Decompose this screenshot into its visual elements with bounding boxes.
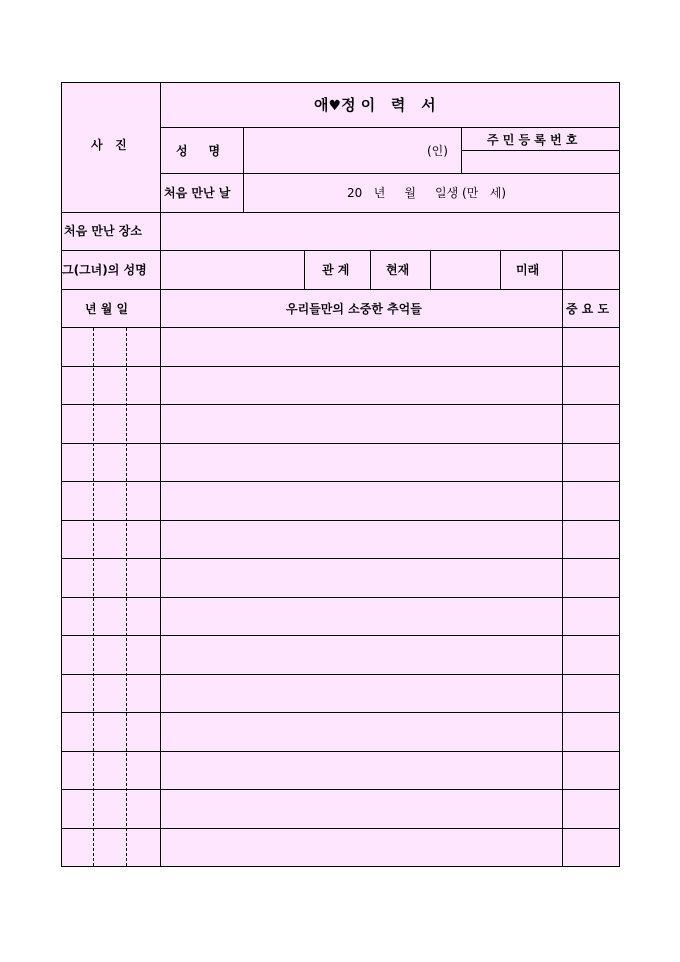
memory-content-cell[interactable] [161,405,562,443]
memory-importance-cell[interactable] [563,367,618,405]
memory-date-cell[interactable] [62,829,160,867]
memory-content-cell[interactable] [161,829,562,867]
resume-form [61,82,620,867]
first-met-place-label: 처음 만난 장소 [64,224,142,238]
memory-importance-cell[interactable] [563,752,618,790]
memory-importance-cell[interactable] [563,829,618,867]
memory-importance-cell[interactable] [563,675,618,713]
memory-importance-cell[interactable] [563,790,618,828]
memory-date-cell[interactable] [62,559,160,597]
partner-name-value-right [304,250,305,289]
partner-name-label: 그(그녀)의 성명 [62,263,147,277]
memory-content-cell[interactable] [161,790,562,828]
memory-importance-cell[interactable] [563,636,618,674]
memory-date-cell[interactable] [62,636,160,674]
memory-content-cell[interactable] [161,521,562,559]
memory-importance-cell[interactable] [563,444,618,482]
present-value-right [500,250,501,289]
border-top [61,82,620,83]
date-header: 년 월 일 [85,302,129,316]
name-label: 성 명 [176,144,221,158]
memory-date-cell[interactable] [62,675,160,713]
memory-content-cell[interactable] [161,559,562,597]
name-row-bottom [160,173,620,174]
partner-name-field[interactable] [161,251,303,288]
memory-date-cell[interactable] [62,328,160,366]
memory-date-cell[interactable] [62,598,160,636]
resident-number-field[interactable] [462,151,618,172]
memory-date-cell[interactable] [62,752,160,790]
memory-importance-cell[interactable] [563,328,618,366]
heart-icon: ♥ [328,98,342,114]
memory-content-cell[interactable] [161,444,562,482]
memory-importance-cell[interactable] [563,482,618,520]
form-title: 애♥정 이 력 서 [314,96,436,114]
memory-content-cell[interactable] [161,328,562,366]
memory-importance-cell[interactable] [563,598,618,636]
memory-content-cell[interactable] [161,598,562,636]
memory-date-cell[interactable] [62,482,160,520]
memory-content-cell[interactable] [161,713,562,751]
memory-content-cell[interactable] [161,367,562,405]
memory-date-cell[interactable] [62,444,160,482]
memory-content-cell[interactable] [161,482,562,520]
seal-label: (인) [427,144,448,158]
future-field[interactable] [563,251,618,288]
memory-date-cell[interactable] [62,367,160,405]
memory-importance-cell[interactable] [563,521,618,559]
resident-number-label: 주 민 등 록 번 호 [487,133,578,147]
memory-importance-cell[interactable] [563,405,618,443]
present-field[interactable] [431,251,499,288]
future-label: 미래 [516,263,540,277]
memory-content-cell[interactable] [161,752,562,790]
memory-date-cell[interactable] [62,405,160,443]
border-right [619,82,620,867]
relation-label: 관 계 [322,263,350,277]
memory-date-cell[interactable] [62,713,160,751]
memory-content-cell[interactable] [161,675,562,713]
memory-date-cell[interactable] [62,790,160,828]
memory-date-cell[interactable] [62,521,160,559]
first-met-date-value[interactable]: 20 년 월 일생 (만 세) [347,186,507,200]
memory-content-cell[interactable] [161,636,562,674]
present-label: 현재 [386,263,410,277]
place-row-bottom [61,250,620,251]
relation-right [370,250,371,289]
memory-importance-cell[interactable] [563,713,618,751]
importance-header: 중 요 도 [566,302,610,316]
partner-row-bottom [61,289,620,290]
photo-label: 사 진 [91,138,127,152]
memory-importance-cell[interactable] [563,559,618,597]
memories-header: 우리들만의 소중한 추억들 [286,302,422,316]
first-met-place-field[interactable] [161,213,618,249]
first-met-date-label: 처음 만난 날 [164,186,231,200]
